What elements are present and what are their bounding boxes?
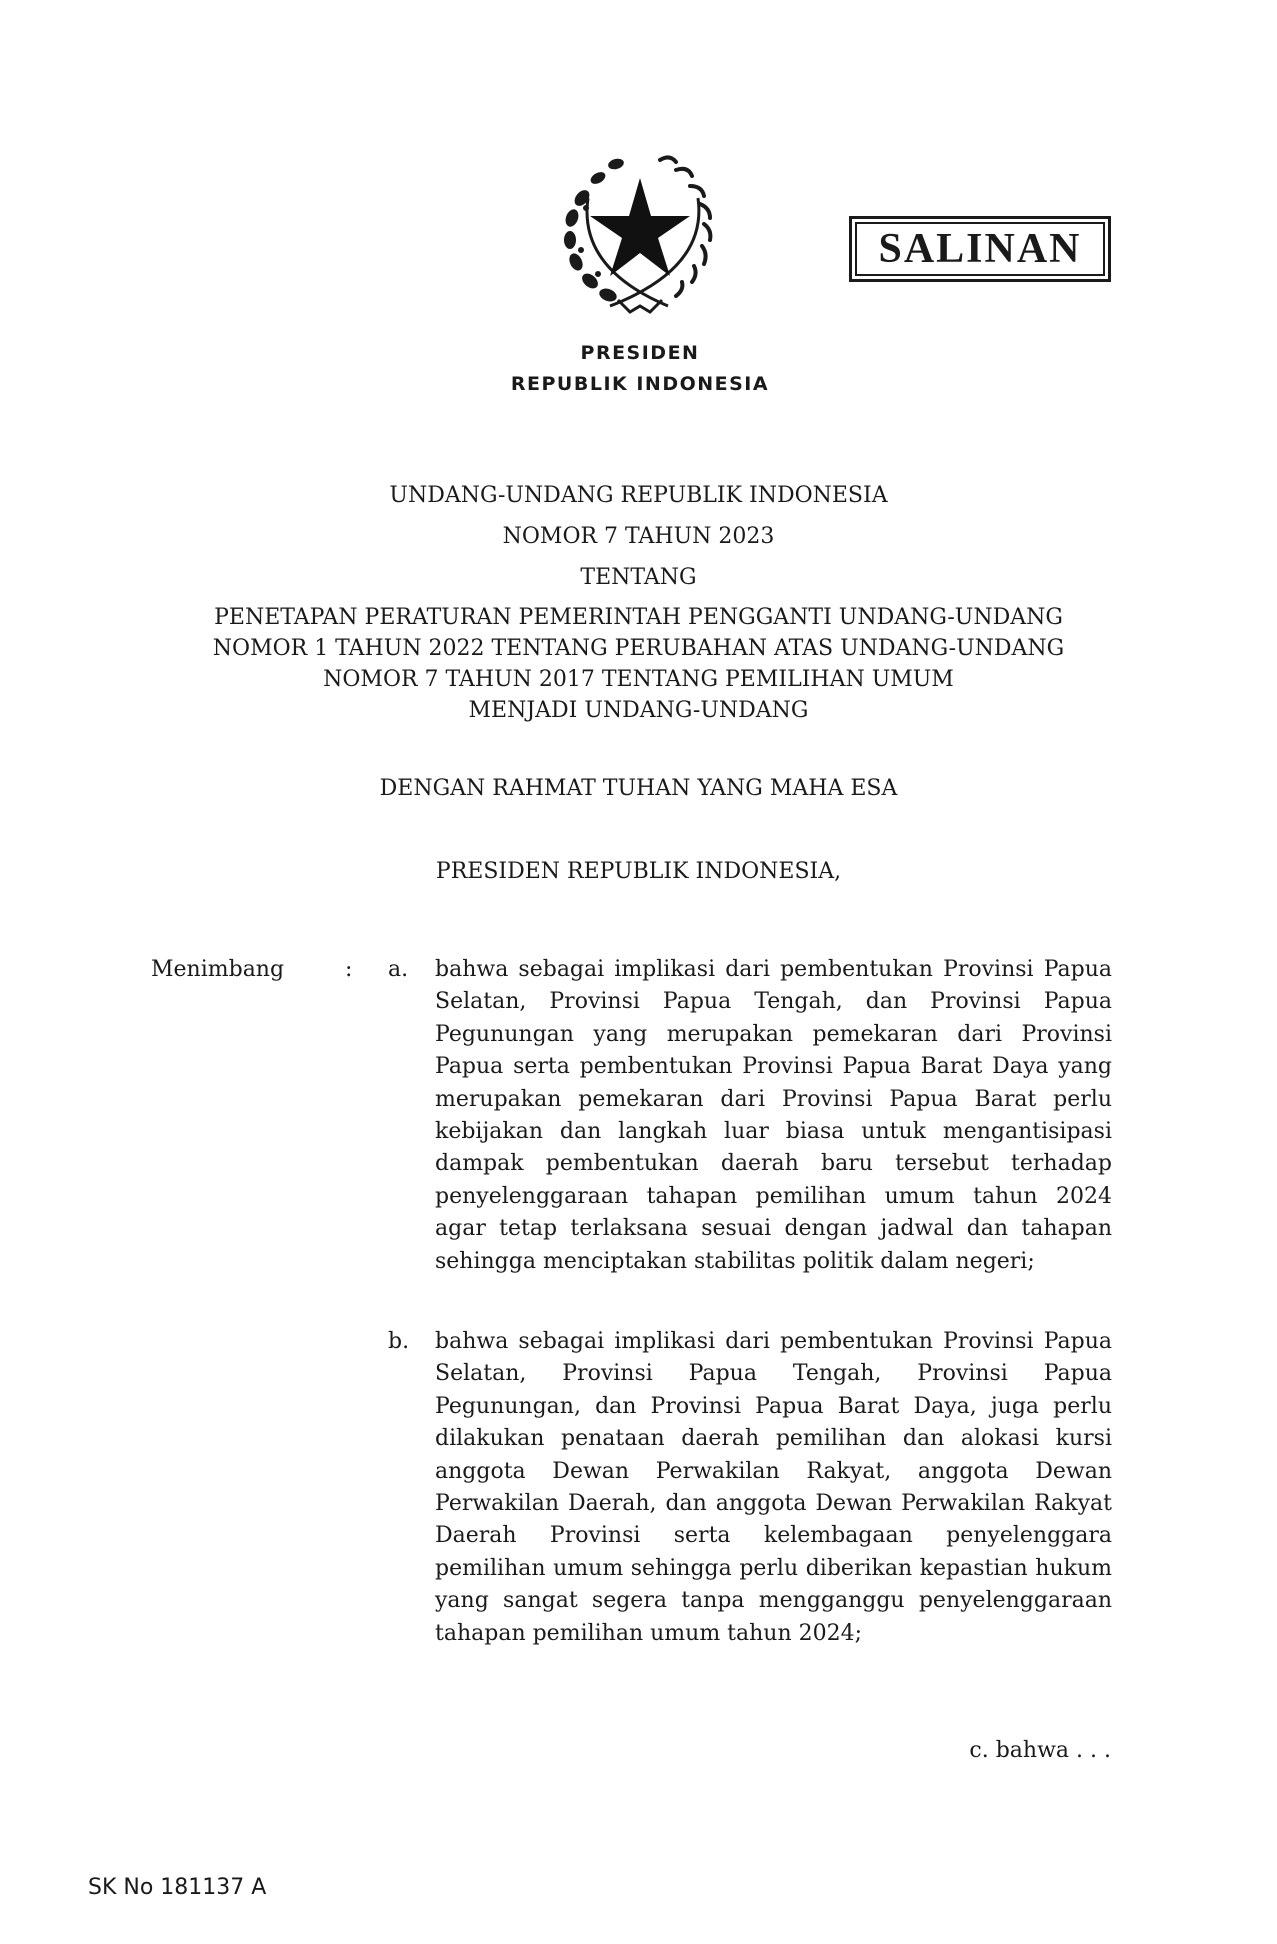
stamp-text: SALINAN	[855, 222, 1105, 276]
law-about: TENTANG	[580, 565, 697, 590]
office-caption	[440, 338, 840, 400]
page-continuation: c. bahwa . . .	[969, 1738, 1111, 1763]
subject-line: NOMOR 7 TAHUN 2017 TENTANG PEMILIHAN UMUM	[323, 667, 954, 692]
consideration-marker-a: a.	[388, 957, 409, 982]
consideration-marker-b: b.	[388, 1329, 410, 1354]
consideration-text-b: bahwa sebagai implikasi dari pembentukan Provinsi Papua Selatan, Provinsi Papua Tengah, Provinsi Papua Pegunungan, dan Provinsi Papua Barat Daya, juga perlu dilakukan penataan daerah pemilihan dan alokasi kursi anggota Dewan Perwakilan Rakyat, anggota Dewan Perwakilan Daerah, dan anggota Dewan Perwakilan Rakyat Daerah Provinsi serta kelembagaan penyelenggara pemilihan umum sehingga perlu diberikan kepastian hukum yang sangat segera tanpa mengganggu penyelenggaraan tahapan pemilihan umum tahun 2024;	[435, 1329, 1112, 1646]
law-name: UNDANG-UNDANG REPUBLIK INDONESIA	[389, 483, 888, 508]
document-code: SK No 181137 A	[88, 1875, 267, 1900]
subject-line: PENETAPAN PERATURAN PEMERINTAH PENGGANTI UNDANG-UNDANG	[214, 605, 1063, 630]
president-line: PRESIDEN REPUBLIK INDONESIA,	[435, 859, 842, 884]
consideration-text-a: bahwa sebagai implikasi dari pembentukan Provinsi Papua Selatan, Provinsi Papua Tengah, dan Provinsi Papua Pegunungan yang merupakan pemekaran dari Provinsi Papua serta pembentukan Provinsi Papua Barat Daya yang merupakan pemekaran dari Provinsi Papua Barat perlu kebijakan dan langkah luar biasa untuk mengantisipasi dampak pembentukan daerah baru tersebut terhadap penyelenggaraan tahapan pemilihan umum tahun 2024 agar tetap terlaksana sesuai dengan jadwal dan tahapan sehingga menciptakan stabilitas politik dalam negeri;	[435, 957, 1112, 1274]
invocation: DENGAN RAHMAT TUHAN YANG MAHA ESA	[379, 776, 898, 801]
office-line-president: PRESIDEN	[580, 342, 700, 364]
considerations-label: Menimbang	[151, 957, 285, 982]
considerations-colon: :	[345, 957, 353, 982]
garuda-star-emblem-icon	[548, 138, 732, 322]
law-number: NOMOR 7 TAHUN 2023	[502, 524, 775, 549]
law-heading	[100, 475, 1177, 598]
law-subject	[100, 602, 1177, 726]
salinan-stamp	[849, 216, 1111, 282]
subject-line: MENJADI UNDANG-UNDANG	[468, 698, 809, 723]
office-line-republic: REPUBLIK INDONESIA	[510, 373, 770, 395]
subject-line: NOMOR 1 TAHUN 2022 TENTANG PERUBAHAN ATAS UNDANG-UNDANG	[212, 636, 1065, 661]
